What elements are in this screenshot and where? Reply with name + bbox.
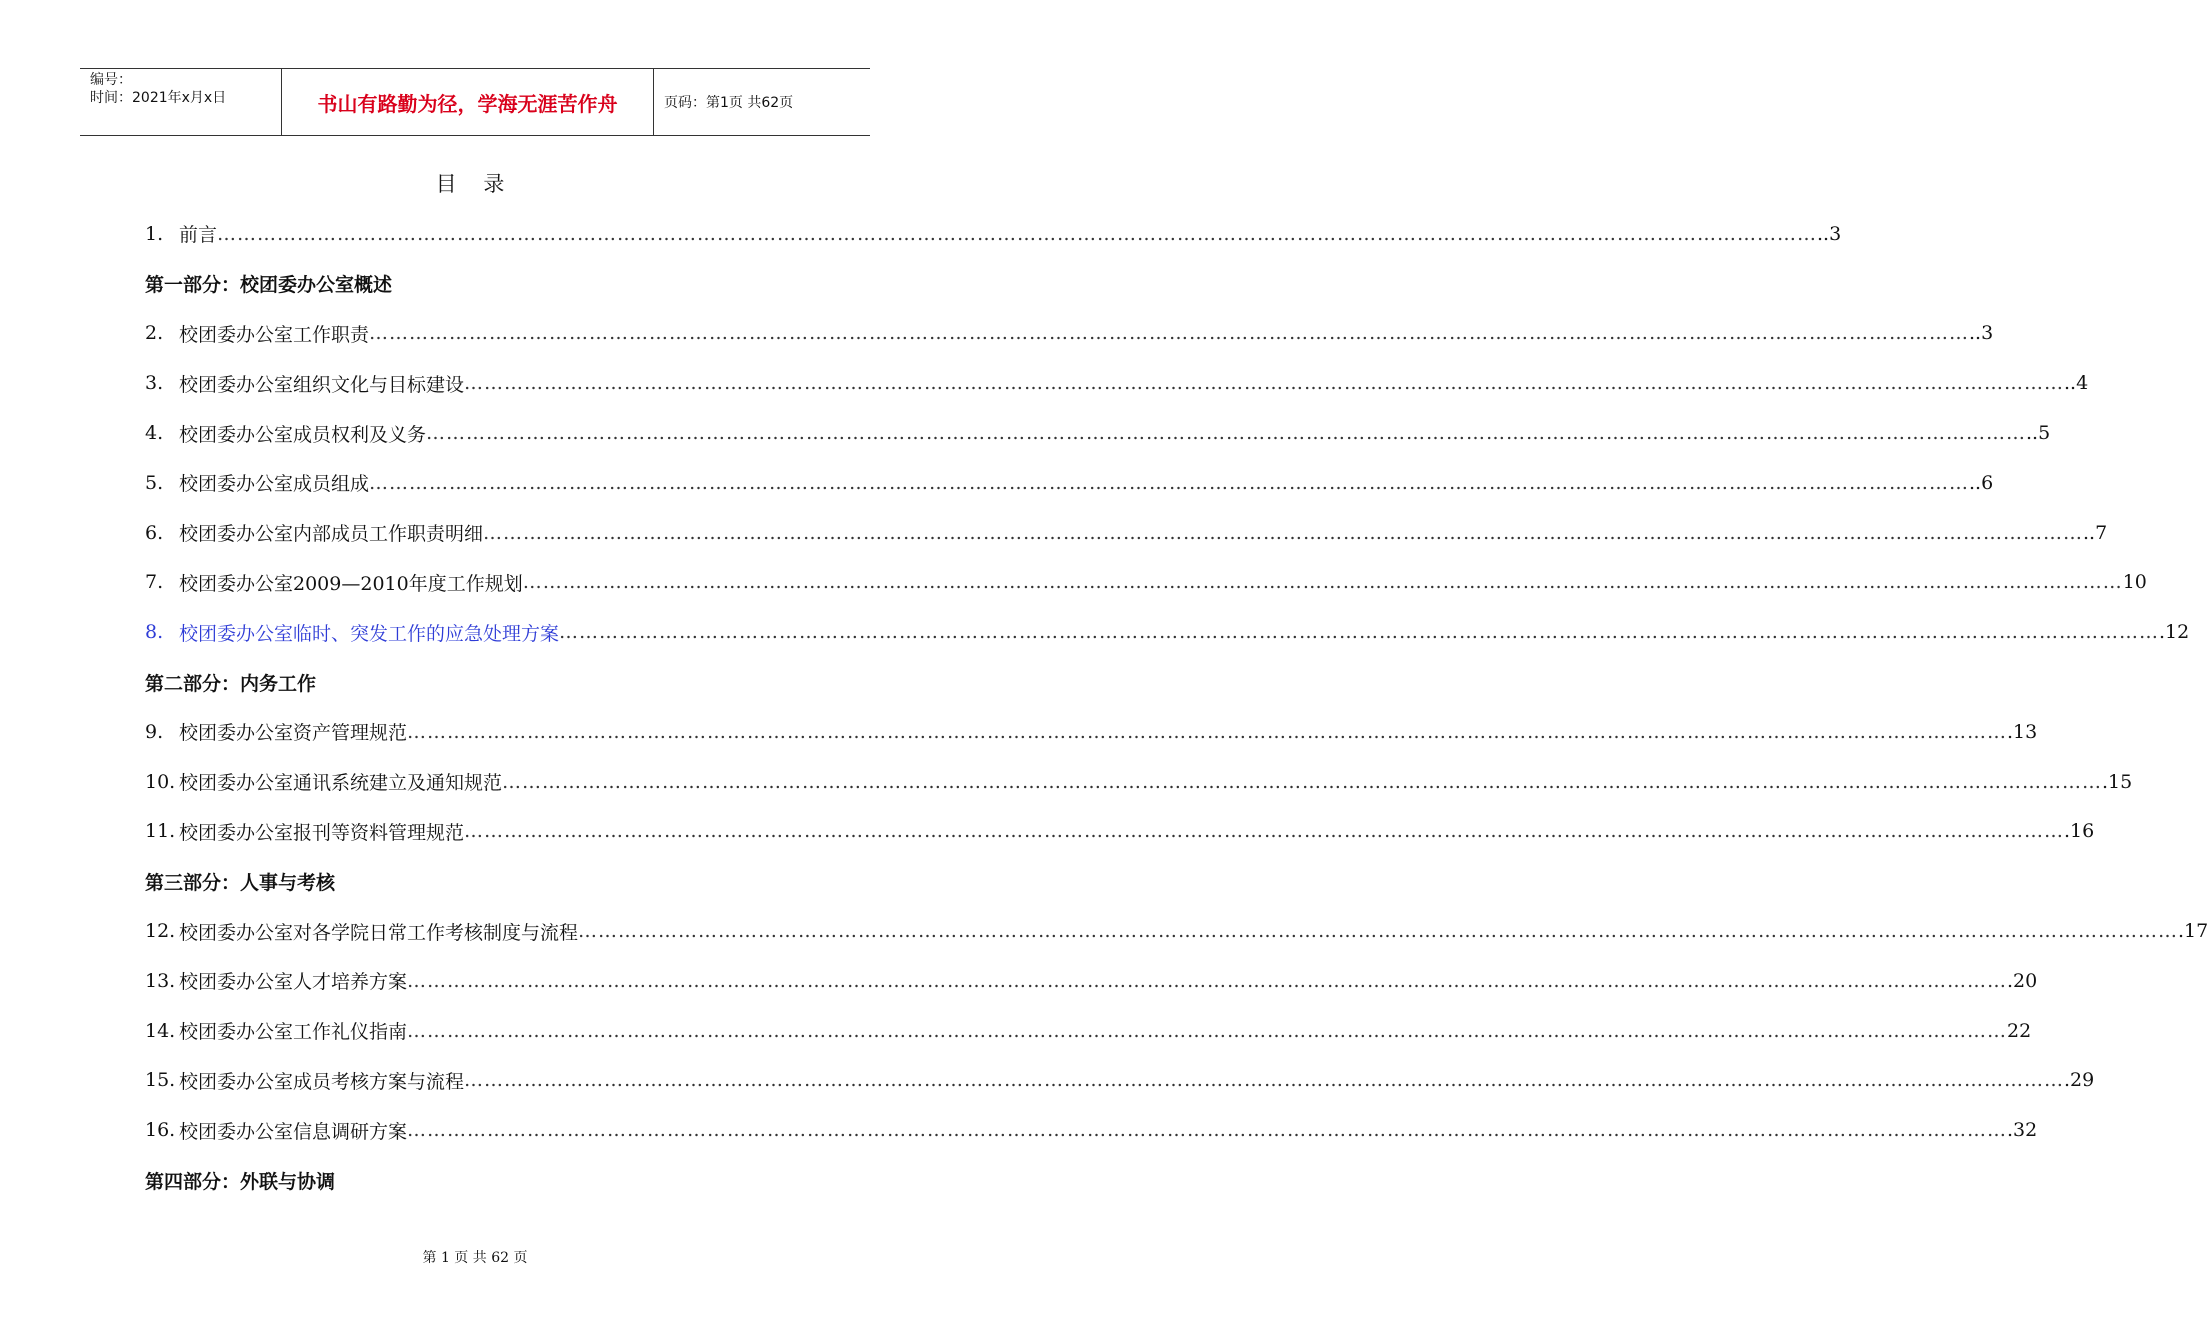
toc-entry[interactable] bbox=[145, 309, 1994, 359]
toc-entry[interactable] bbox=[145, 1056, 2095, 1106]
header-page-info: 页码：第1页 共62页 bbox=[664, 95, 794, 111]
toc-entry[interactable] bbox=[145, 358, 2089, 408]
header-date: 时间：2021年x月x日 bbox=[90, 90, 227, 106]
toc-entry-page: .29 bbox=[2064, 1069, 2095, 1092]
header-meta bbox=[80, 69, 281, 135]
toc-entry[interactable] bbox=[145, 458, 1994, 508]
toc-entry-title: 校团委办公室成员考核方案与流程 bbox=[179, 1070, 465, 1093]
toc-dot-leader: …………………………………………………………………………………………………………………………………………………………………………………………………………………… bbox=[502, 770, 2103, 793]
header-motto: 书山有路勤为径，学海无涯苦作舟 bbox=[281, 69, 654, 135]
toc-entry[interactable] bbox=[145, 906, 2208, 956]
toc-entry-number: 12. bbox=[145, 920, 176, 943]
toc-entry-title: 校团委办公室临时、突发工作的应急处理方案 bbox=[179, 622, 560, 645]
toc-entry-page: 10 bbox=[2122, 571, 2147, 594]
toc-entry[interactable] bbox=[145, 408, 2051, 458]
toc-entry-page: .13 bbox=[2007, 720, 2038, 743]
toc-entry-number: 13. bbox=[145, 969, 176, 992]
toc-entry-page: .15 bbox=[2102, 770, 2133, 793]
toc-section-heading: 第二部分：内务工作 bbox=[145, 672, 317, 695]
toc-entry[interactable] bbox=[145, 209, 1842, 259]
toc-entry-page: ..4 bbox=[2064, 372, 2089, 395]
toc-entry-page: .12 bbox=[2159, 621, 2190, 644]
toc-dot-leader: …………………………………………………………………………………………………………………………………………………………………………………………………………………… bbox=[369, 471, 1970, 494]
page-header bbox=[80, 68, 870, 136]
toc-entry-page: 22 bbox=[2007, 1019, 2032, 1042]
toc-entry-number: 3. bbox=[145, 372, 164, 395]
toc-entry-number: 2. bbox=[145, 322, 164, 345]
toc-entry-title: 校团委办公室对各学院日常工作考核制度与流程 bbox=[179, 921, 579, 944]
toc-entry[interactable] bbox=[145, 956, 2038, 1006]
toc-entry-page: .20 bbox=[2007, 969, 2038, 992]
toc-entry-title: 校团委办公室工作职责 bbox=[179, 323, 370, 346]
toc-dot-leader: …………………………………………………………………………………………………………………………………………………………………………………………………………………… bbox=[217, 222, 1818, 245]
toc-entry[interactable] bbox=[145, 807, 2095, 857]
toc-entry-page: ..7 bbox=[2083, 521, 2108, 544]
toc-entry-number: 1. bbox=[145, 222, 164, 245]
toc-dot-leader: …………………………………………………………………………………………………………………………………………………………………………………………………………………… bbox=[407, 1019, 2008, 1042]
toc-entry[interactable] bbox=[145, 707, 2038, 757]
toc-entry-number: 4. bbox=[145, 422, 164, 445]
toc-entry-title: 校团委办公室通讯系统建立及通知规范 bbox=[179, 772, 503, 795]
toc-entry-title: 校团委办公室报刊等资料管理规范 bbox=[179, 821, 465, 844]
toc-entry-page: .32 bbox=[2007, 1119, 2038, 1142]
toc-dot-leader: …………………………………………………………………………………………………………………………………………………………………………………………………………………… bbox=[522, 571, 2123, 594]
header-number-label: 编号： bbox=[90, 72, 132, 88]
toc-entry[interactable] bbox=[145, 508, 2108, 558]
toc-entry-title: 校团委办公室工作礼仪指南 bbox=[179, 1021, 408, 1044]
toc-entry-page: ..3 bbox=[1969, 322, 1994, 345]
toc-dot-leader: …………………………………………………………………………………………………………………………………………………………………………………………………………………… bbox=[407, 1119, 2008, 1142]
toc-entry-number: 8. bbox=[145, 621, 164, 644]
toc-dot-leader: …………………………………………………………………………………………………………………………………………………………………………………………………………………… bbox=[407, 969, 2008, 992]
toc-entry-title: 前言 bbox=[179, 224, 218, 247]
toc-entry-page: ..3 bbox=[1817, 222, 1842, 245]
toc-entry-page: .17 bbox=[2178, 920, 2208, 943]
toc-entry-number: 14. bbox=[145, 1019, 176, 1042]
toc-dot-leader: …………………………………………………………………………………………………………………………………………………………………………………………………………………… bbox=[426, 422, 2027, 445]
toc-entry-number: 9. bbox=[145, 720, 164, 743]
toc-dot-leader: …………………………………………………………………………………………………………………………………………………………………………………………………………………… bbox=[578, 920, 2179, 943]
toc-dot-leader: …………………………………………………………………………………………………………………………………………………………………………………………………………………… bbox=[464, 372, 2065, 395]
toc-dot-leader: …………………………………………………………………………………………………………………………………………………………………………………………………………………… bbox=[464, 1069, 2065, 1092]
toc-title: 目 录 bbox=[435, 172, 515, 196]
toc-entry-title: 校团委办公室内部成员工作职责明细 bbox=[179, 523, 484, 546]
toc-entry[interactable] bbox=[145, 757, 2133, 807]
toc-entry-title: 校团委办公室成员组成 bbox=[179, 473, 370, 496]
toc-entry-page: ..5 bbox=[2026, 422, 2051, 445]
toc-entry-number: 6. bbox=[145, 521, 164, 544]
toc-entry-title: 校团委办公室人才培养方案 bbox=[179, 971, 408, 994]
toc-dot-leader: …………………………………………………………………………………………………………………………………………………………………………………………………………………… bbox=[369, 322, 1970, 345]
toc-entry[interactable] bbox=[145, 1105, 2038, 1155]
toc-dot-leader: …………………………………………………………………………………………………………………………………………………………………………………………………………………… bbox=[464, 820, 2065, 843]
toc-entry[interactable] bbox=[145, 607, 2190, 657]
toc-entry-title: 校团委办公室组织文化与目标建设 bbox=[179, 373, 465, 396]
toc-entry-number: 11. bbox=[145, 820, 176, 843]
toc-entry-page: .16 bbox=[2064, 820, 2095, 843]
toc-section-heading: 第三部分：人事与考核 bbox=[145, 871, 336, 894]
toc-entry[interactable] bbox=[145, 1006, 2032, 1056]
toc-entry-number: 7. bbox=[145, 571, 164, 594]
toc-entry-number: 10. bbox=[145, 770, 176, 793]
toc-dot-leader: …………………………………………………………………………………………………………………………………………………………………………………………………………………… bbox=[407, 720, 2008, 743]
toc-dot-leader: …………………………………………………………………………………………………………………………………………………………………………………………………………………… bbox=[483, 521, 2084, 544]
toc-entry-title: 校团委办公室信息调研方案 bbox=[179, 1120, 408, 1143]
page-footer: 第 1 页 共 62 页 bbox=[422, 1250, 528, 1266]
table-of-contents bbox=[145, 209, 2208, 1205]
toc-entry[interactable] bbox=[145, 558, 2147, 608]
toc-entry-title: 校团委办公室资产管理规范 bbox=[179, 722, 408, 745]
toc-entry-number: 16. bbox=[145, 1119, 176, 1142]
toc-dot-leader: …………………………………………………………………………………………………………………………………………………………………………………………………………………… bbox=[559, 621, 2160, 644]
toc-section-heading: 第四部分：外联与协调 bbox=[145, 1170, 336, 1193]
toc-entry-page: ..6 bbox=[1969, 471, 1994, 494]
toc-entry-title: 校团委办公室成员权利及义务 bbox=[179, 423, 427, 446]
toc-section-heading: 第一部分：校团委办公室概述 bbox=[145, 274, 393, 297]
toc-entry-number: 15. bbox=[145, 1069, 176, 1092]
toc-entry-title: 校团委办公室2009—2010年度工作规划 bbox=[179, 572, 523, 595]
toc-entry-number: 5. bbox=[145, 471, 164, 494]
